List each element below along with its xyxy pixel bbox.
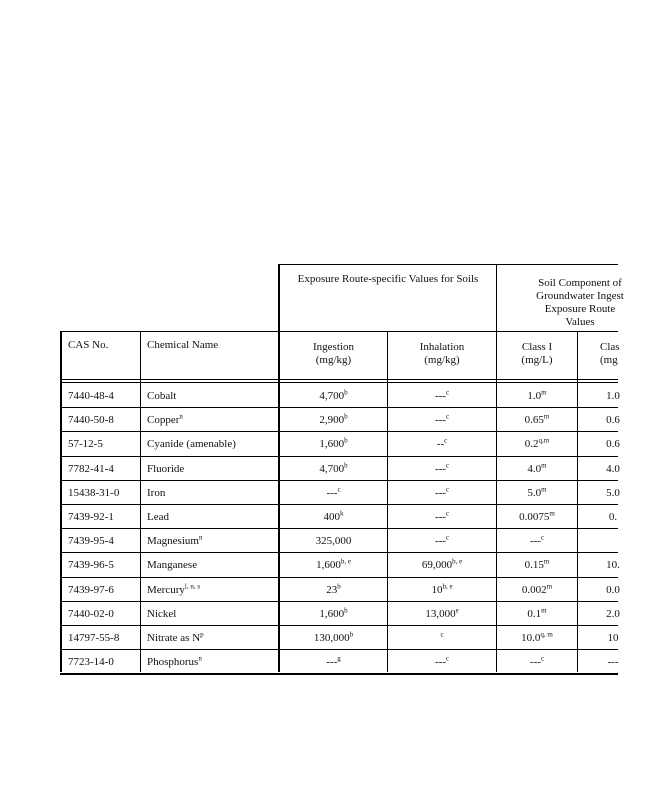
cell-text: 1.0 (606, 390, 620, 402)
footnote-marker: c (540, 533, 545, 542)
cell-text: Iron (147, 487, 166, 499)
cell-text: 7723-14-0 (68, 656, 114, 668)
footnote-marker: c (445, 388, 450, 397)
cell-text: 0.2 (524, 438, 539, 450)
cell-text: --- (434, 511, 446, 523)
cell-ing (280, 559, 387, 572)
cell-c1 (497, 656, 577, 669)
column-header-class1: Class I (mg/L) (521, 341, 553, 366)
cell-c2 (578, 511, 648, 524)
cell-name (147, 632, 277, 645)
row-rule (60, 504, 618, 505)
footnote-marker: b (337, 582, 341, 591)
cell-name (147, 414, 277, 427)
cell-text: 4,700 (319, 463, 345, 475)
footnote-marker: c (445, 654, 450, 663)
footnote-marker: p (200, 630, 204, 639)
cell-text: 7439-97-6 (68, 584, 114, 596)
footnote-marker: m (546, 582, 553, 591)
footnote-marker: c (440, 630, 444, 639)
cell-cas (68, 608, 138, 621)
cell-ing (280, 656, 387, 669)
cell-text: 1,600 (316, 559, 341, 571)
cell-c2 (578, 414, 648, 427)
cell-ing (280, 535, 387, 548)
footnote-marker: b, e (452, 557, 463, 566)
cell-cas (68, 487, 138, 500)
cell-text: --- (529, 656, 541, 668)
cell-inh (388, 608, 496, 621)
cell-text: 7782-41-4 (68, 463, 114, 475)
cell-text: Lead (147, 511, 169, 523)
cell-c2 (578, 608, 648, 621)
row-rule (60, 528, 618, 529)
cell-cas (68, 390, 138, 403)
cell-name (147, 535, 277, 548)
footnote-marker: n (179, 412, 183, 421)
cell-name (147, 463, 277, 476)
cell-c1 (497, 463, 577, 476)
footnote-marker: c (445, 533, 450, 542)
cell-cas (68, 414, 138, 427)
cell-text: 0.6 (606, 438, 620, 450)
row-rule (60, 407, 618, 408)
cell-text: --- (326, 487, 338, 499)
cell-c1 (497, 608, 577, 621)
cell-inh (388, 535, 496, 548)
rule (496, 264, 497, 332)
footnote-marker: e (455, 606, 459, 615)
column-header-cas: CAS No. (68, 339, 109, 351)
cell-text: -- (436, 438, 445, 450)
footnote-marker: g (337, 654, 341, 663)
cell-cas (68, 632, 138, 645)
cell-text: 2,900 (319, 414, 345, 426)
row-rule (60, 649, 618, 650)
cell-c1 (497, 559, 577, 572)
cell-text: 7440-48-4 (68, 390, 114, 402)
footnote-marker: n (198, 654, 202, 663)
cell-text: 2.0 (606, 608, 620, 620)
footnote-marker: c (445, 509, 450, 518)
column-header-name: Chemical Name (147, 339, 219, 351)
cell-text: 7440-50-8 (68, 414, 114, 426)
cell-text: 0.0 (606, 584, 620, 596)
cell-text: 1.0 (527, 390, 542, 402)
cell-cas (68, 559, 138, 572)
cell-text: 4.0 (606, 463, 620, 475)
cell-c1 (497, 414, 577, 427)
cell-c2 (578, 487, 648, 500)
cell-inh (388, 559, 496, 572)
footnote-marker: c (540, 654, 545, 663)
cell-text: 13,000 (425, 608, 456, 620)
footnote-marker: q,m (538, 436, 550, 445)
cell-text: 5.0 (527, 487, 542, 499)
cell-c1 (497, 487, 577, 500)
cell-text: Copper (147, 414, 180, 426)
footnote-marker: c (445, 412, 450, 421)
cell-text: 400 (323, 511, 340, 523)
cell-c2 (578, 390, 648, 403)
row-rule (60, 673, 618, 675)
footnote-marker: b (349, 630, 354, 639)
cell-inh (388, 390, 496, 403)
footnote-marker: m (541, 606, 547, 615)
cell-text: 7439-96-5 (68, 559, 114, 571)
row-rule (60, 552, 618, 553)
cell-c2 (578, 438, 648, 451)
cell-text: 0. (608, 511, 618, 523)
footnote-marker: b, e (340, 557, 351, 566)
cell-text: Cobalt (147, 390, 177, 402)
cell-text: 0.6 (606, 414, 620, 426)
cell-text: --- (326, 656, 338, 668)
cell-ing (280, 584, 387, 597)
row-rule (60, 431, 618, 432)
footnote-marker: n (198, 533, 203, 542)
cell-text: Fluoride (147, 463, 185, 475)
cell-text: 0.1 (527, 608, 542, 620)
cell-inh (388, 463, 496, 476)
cell-text: 69,000 (421, 559, 453, 571)
cell-cas (68, 463, 138, 476)
footnote-marker: b (344, 461, 348, 470)
cell-text: 325,000 (315, 535, 352, 547)
cell-text: Manganese (147, 559, 198, 571)
footnote-marker: c (445, 461, 450, 470)
cell-text: 10. (606, 559, 620, 571)
cell-c1 (497, 632, 577, 645)
footnote-marker: b (344, 606, 348, 615)
footnote-marker: b (344, 436, 348, 445)
footnote-marker: m (541, 485, 547, 494)
cell-text: 10 (431, 584, 443, 596)
column-header-inhalation: Inhalation (mg/kg) (419, 341, 465, 366)
cell-c1 (497, 438, 577, 451)
cell-text: 10.0 (521, 632, 541, 644)
cell-text: 7439-95-4 (68, 535, 114, 547)
cell-ing (280, 463, 387, 476)
rule (60, 382, 618, 383)
cell-ing (280, 632, 387, 645)
row-rule (60, 456, 618, 457)
cell-ing (280, 487, 387, 500)
cell-text: --- (434, 656, 446, 668)
cell-cas (68, 656, 138, 669)
cell-cas (68, 584, 138, 597)
column-header-ingestion: Ingestion (mg/kg) (313, 341, 354, 366)
footnote-marker: l, n, s (184, 582, 201, 591)
rule (278, 264, 618, 265)
cell-text: 1,600 (319, 438, 345, 450)
cell-text: 0.15 (524, 559, 544, 571)
cell-text: 23 (326, 584, 338, 596)
cell-text: 0.002 (521, 584, 547, 596)
cell-text: Mercury (147, 584, 185, 596)
cell-text: --- (434, 487, 446, 499)
cell-ing (280, 511, 387, 524)
cell-text: --- (434, 535, 446, 547)
cell-inh (388, 414, 496, 427)
cell-inh (388, 438, 496, 451)
cell-text: --- (434, 390, 446, 402)
footnote-marker: m (541, 461, 547, 470)
cell-text: 0.65 (524, 414, 544, 426)
cell-text: --- (529, 535, 541, 547)
cell-c2 (578, 559, 648, 572)
cell-text: Nitrate as N (147, 632, 201, 644)
cell-text: 57-12-5 (68, 438, 103, 450)
cell-text: 0.0075 (519, 511, 550, 523)
cell-ing (280, 438, 387, 451)
row-rule (60, 480, 618, 481)
footnote-marker: m (541, 388, 547, 397)
footnote-marker: k (340, 509, 344, 518)
cell-name (147, 438, 277, 451)
cell-name (147, 559, 277, 572)
footnote-marker: m (549, 509, 555, 518)
footnote-marker: c (337, 485, 341, 494)
cell-cas (68, 535, 138, 548)
cell-text: 4.0 (527, 463, 542, 475)
cell-text: Nickel (147, 608, 177, 620)
cell-inh (388, 487, 496, 500)
column-header-class2: Clas (mg (600, 341, 620, 366)
cell-c2 (578, 632, 648, 645)
cell-inh (388, 656, 496, 669)
cell-text: --- (607, 656, 619, 668)
rule (60, 379, 618, 380)
cell-c1 (497, 390, 577, 403)
cell-name (147, 608, 277, 621)
rule (60, 331, 618, 332)
footnote-marker: c (444, 436, 448, 445)
cell-c1 (497, 511, 577, 524)
cell-text: 5.0 (606, 487, 620, 499)
cell-inh (388, 584, 496, 597)
group-header-groundwater: Soil Component of Groundwater Ingest Exposure Route Values (536, 277, 624, 328)
cell-name (147, 487, 277, 500)
cell-name (147, 584, 277, 597)
cell-text: 10 (607, 632, 619, 644)
footnote-marker: m (543, 557, 550, 566)
cell-c1 (497, 584, 577, 597)
cell-text: 14797-55-8 (68, 632, 120, 644)
row-rule (60, 577, 618, 578)
cell-text: 4,700 (319, 390, 345, 402)
footnote-marker: m (543, 412, 550, 421)
footnote-marker: b, e (442, 582, 453, 591)
cell-text: Cyanide (amenable) (147, 438, 236, 450)
cell-cas (68, 438, 138, 451)
cell-c2 (578, 656, 648, 669)
cell-name (147, 511, 277, 524)
footnote-marker: b (344, 412, 348, 421)
cell-text: --- (434, 414, 446, 426)
footnote-marker: c (445, 485, 450, 494)
cell-name (147, 390, 277, 403)
row-rule (60, 601, 618, 602)
footnote-marker: b (344, 388, 348, 397)
cell-name (147, 656, 277, 669)
cell-ing (280, 608, 387, 621)
cell-text: 130,000 (313, 632, 350, 644)
cell-c2 (578, 584, 648, 597)
cell-text: 7439-92-1 (68, 511, 114, 523)
cell-text: Magnesium (147, 535, 199, 547)
cell-c2 (578, 463, 648, 476)
cell-inh (388, 511, 496, 524)
cell-cas (68, 511, 138, 524)
row-rule (60, 625, 618, 626)
cell-text: Phosphorus (147, 656, 199, 668)
cell-text: 1,600 (319, 608, 345, 620)
cell-text: 7440-02-0 (68, 608, 114, 620)
cell-text: --- (434, 463, 446, 475)
cell-text: 15438-31-0 (68, 487, 120, 499)
footnote-marker: q, m (540, 630, 553, 639)
cell-ing (280, 414, 387, 427)
cell-c1 (497, 535, 577, 548)
cell-inh (388, 632, 496, 645)
cell-ing (280, 390, 387, 403)
group-header-soils: Exposure Route-specific Values for Soils (297, 273, 479, 285)
